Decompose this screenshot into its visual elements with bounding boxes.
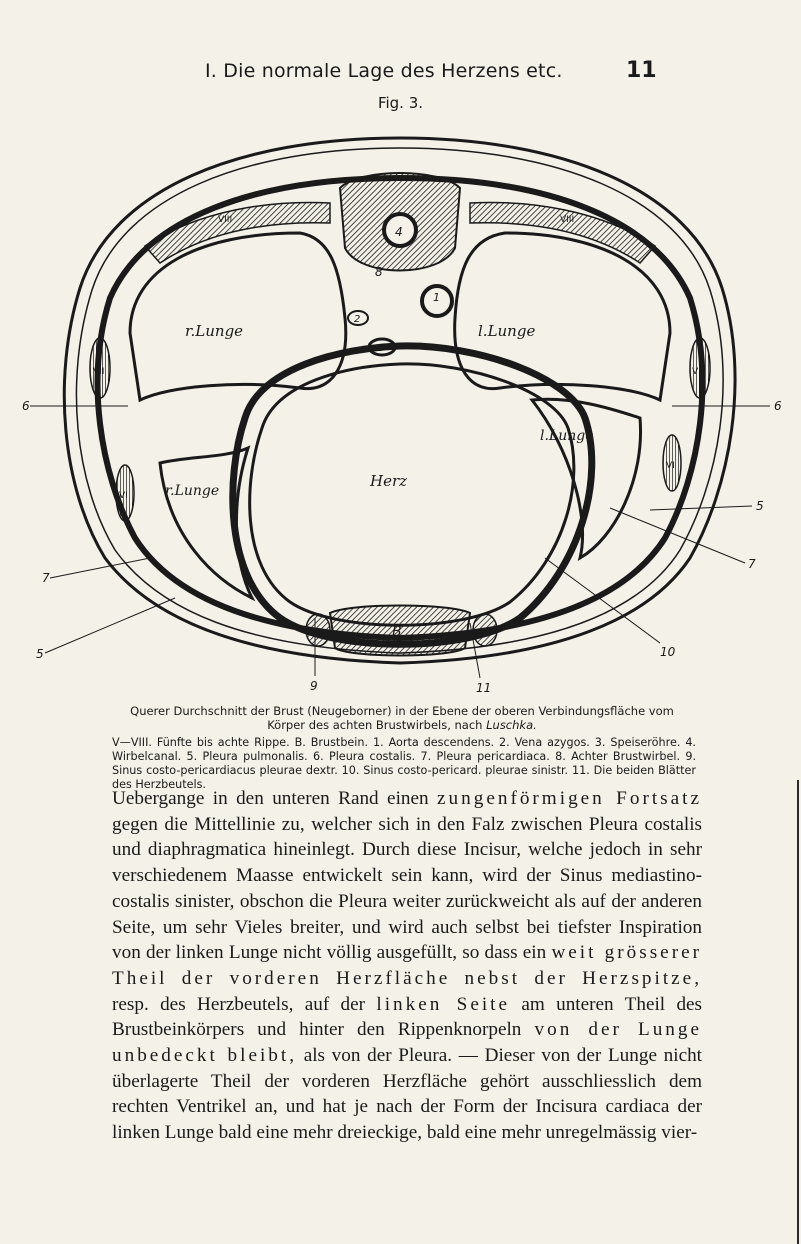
figure-legend: V—VIII. Fünfte bis achte Rippe. B. Brustbein. 1. Aorta descendens. 2. Vena azygos. 3. Speiseröhre. 4. Wirbelcanal. 5. Pleura pulmonalis. 6. Pleura costalis. 7. Pleura pericardiaca. 8. Achter Brustwirbel. 9. Sinus costo-pericardiacus pleurae dextr. 10. Sinus costo-pericard. pleurae sinistr. 11. Die beiden Blätter des Herzbeutels. — [112, 736, 696, 791]
label-b: B — [392, 624, 402, 640]
label-herz: Herz — [370, 472, 408, 490]
body-spaced-4: von der Lunge unbedeckt bleibt, — [112, 1019, 702, 1067]
label-rib-vi-right: VI — [666, 461, 675, 471]
scan-edge-line — [797, 780, 799, 1244]
body-spaced-2: weit grösserer Theil der vorderen Herzfläche nebst der Herzspitze, — [112, 942, 702, 989]
body-spaced-1: zungenförmigen Fortsatz — [437, 788, 702, 809]
label-r-lunge-top: r.Lunge — [185, 322, 244, 340]
label-6-left: 6 — [22, 399, 30, 413]
body-text-part2: gegen die Mittellinie zu, welcher sich in den Falz zwischen Pleura costalis und diaphragmatica hineinlegt. Durch diese Incisur, welche jedoch in sehr verschiedenem Maasse entwickelt sein kann, wird der Sinus mediastino-costalis sinister, obschon die Pleura weiter zurückweicht als auf der anderen Seite, um sehr Vieles breiter, und wird auch selbst bei tiefster Inspiration von der linken Lunge nicht völlig ausgefüllt, so dass ein — [112, 813, 702, 964]
figure-drawing — [0, 118, 801, 698]
label-10: 10 — [660, 645, 676, 659]
caption-text: Querer Durchschnitt der Brust (Neugeborner) in der Ebene der oberen Verbindungsfläche vom Körper des achten Brustwirbels, nach — [130, 704, 674, 732]
label-rib-vii-left: VII — [93, 367, 105, 377]
label-3: 3 — [378, 343, 385, 354]
label-l-lunge-top: l.Lunge — [478, 322, 536, 340]
body-text — [112, 786, 702, 1146]
body-text-part4: am unteren Theil des Brustbeinkörpers und hinter den Rippenknorpeln — [112, 993, 703, 1041]
figure-label: Fig. 3. — [377, 94, 424, 112]
pericardium-inner — [250, 364, 574, 625]
label-6-right: 6 — [774, 399, 782, 413]
label-5-left: 5 — [36, 647, 44, 661]
label-r-lunge-mid: r.Lunge — [165, 483, 220, 499]
running-head — [0, 58, 801, 88]
label-rib-viii-right: VIII — [560, 215, 575, 225]
body-paragraph — [112, 786, 702, 1146]
label-rib-vii-right: VII — [692, 367, 704, 377]
label-5-right: 5 — [756, 499, 764, 513]
body-spaced-3: linken Seite — [376, 993, 511, 1015]
label-l-lunge-mid: l.Lunge — [540, 428, 594, 444]
body-text-part1: Uebergange in den unteren Rand einen — [112, 788, 429, 809]
label-1: 1 — [433, 291, 440, 304]
label-7-right: 7 — [748, 557, 756, 571]
label-11: 11 — [476, 681, 492, 695]
leader-5-left — [45, 598, 175, 653]
figure-caption — [112, 704, 692, 732]
running-title: I. Die normale Lage des Herzens etc. — [205, 60, 563, 82]
label-rib-v: V — [488, 627, 495, 637]
label-2: 2 — [354, 314, 361, 325]
rib-right-upper — [470, 202, 655, 263]
label-4: 4 — [395, 225, 403, 239]
leader-7-left — [50, 558, 150, 578]
page-number: 11 — [626, 58, 657, 83]
label-9: 9 — [310, 679, 318, 693]
body-text-part5: als von der Pleura. — Dieser von der Lunge nicht überlagerte Theil der vorderen Herzfläche gehört ausschliesslich dem rechten Ventrikel an, und hat je nach der Form der Incisura cardiaca der linken Lunge bald eine mehr dreieckige, bald eine mehr unregelmässig vier- — [112, 1045, 703, 1144]
caption-source: Luschka. — [486, 718, 537, 732]
label-rib-viii-left: VIII — [218, 215, 233, 225]
rib-cartilage-left — [306, 614, 330, 646]
label-7-left: 7 — [42, 571, 50, 585]
label-rib-vi-left: VI — [119, 491, 128, 501]
anatomical-cross-section-figure — [0, 118, 801, 698]
label-8: 8 — [375, 265, 383, 279]
body-text-part3: resp. des Herzbeutels, auf der — [112, 993, 366, 1015]
